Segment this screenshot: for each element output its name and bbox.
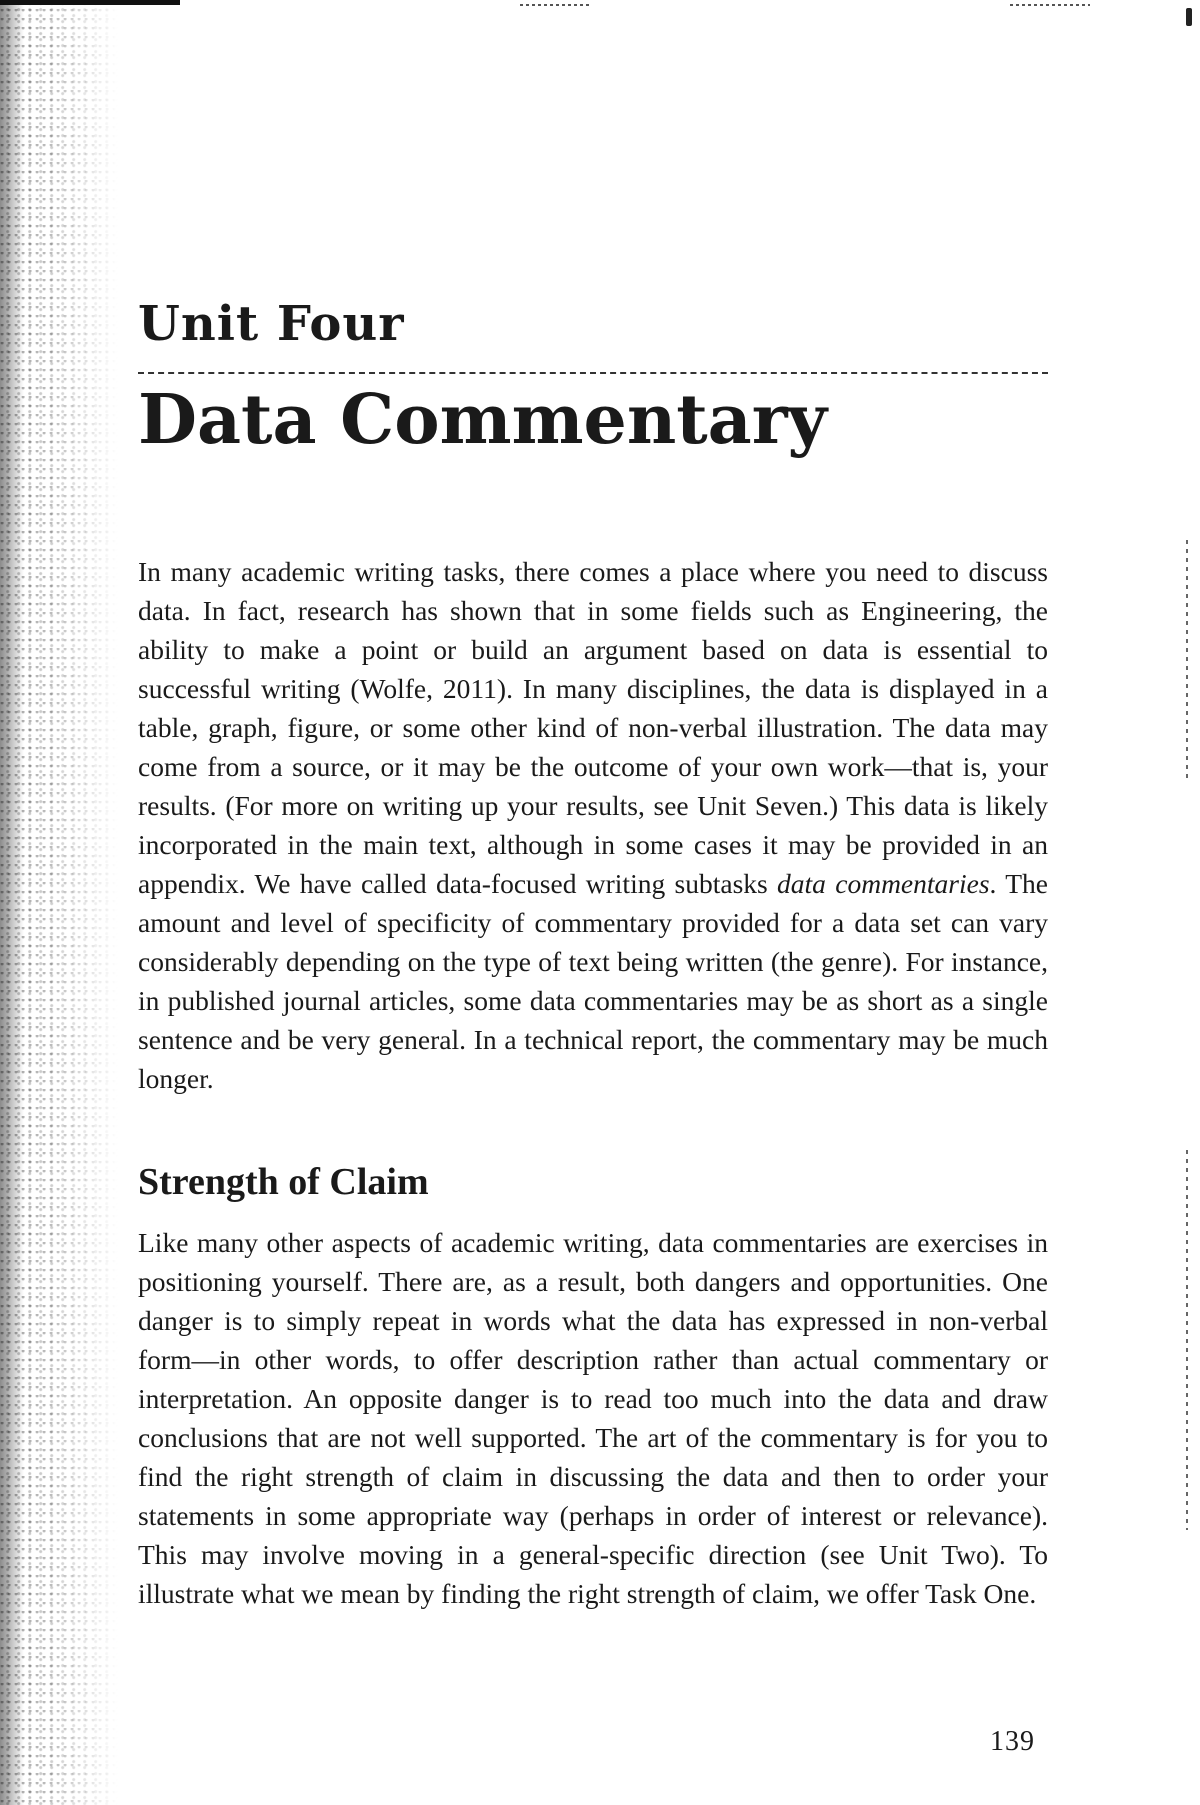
- intro-text-end: . The amount and level of specificity of commentary provided for a data set can vary considerably depending on the type of text being written (the genre). For instance, in published journal articles, some data commentaries may be as short as a single sentence and be very general. In a technical report, the commentary may be much longer.: [138, 868, 1048, 1094]
- title-rule: [138, 372, 1048, 374]
- section-heading: Strength of Claim: [138, 1161, 429, 1203]
- right-edge-speckle: [1186, 540, 1188, 780]
- section-paragraph: Like many other aspects of academic writing, data commentaries are exercises in positioning yourself. There are, as a result, both dangers and opportunities. One danger is to simply repeat in words what the data has expressed in non-verbal form—in other words, to offer description rather than actual commentary or interpretation. An opposite danger is to read too much into the data and draw conclusions that are not well supported. The art of the commentary is for you to find the right strength of claim in discussing the data and then to order your statements in some appropriate way (perhaps in order of interest or relevance). This may involve moving in a general-specific direction (see Unit Two). To illustrate what we mean by finding the right strength of claim, we offer Task One.: [138, 1227, 1048, 1609]
- page-number: 139: [990, 1726, 1035, 1757]
- top-edge-speckle: [520, 4, 590, 6]
- top-edge-speckle: [1010, 4, 1090, 6]
- intro-text-start: In many academic writing tasks, there comes a place where you need to discuss data. In fact, research has shown that in some fields such as Engineering, the ability to make a point or build an argument based on data is essential to successful writing (Wolfe, 2011). In many disciplines, the data is displayed in a table, graph, figure, or some other kind of non-verbal illustration. The data may come from a source, or it may be the outcome of your own work—that is, your results. (For more on writing up your results, see Unit Seven.) This data is likely incorporated in the main text, although in some cases it may be provided in an appendix. We have called data-focused writing subtasks: [138, 556, 1048, 899]
- unit-label: Unit Four: [138, 296, 405, 352]
- binding-edge: [0, 0, 24, 1805]
- defined-term: data commentaries: [777, 868, 990, 899]
- intro-paragraph: [138, 552, 1048, 1098]
- right-edge-speckle: [1186, 1150, 1188, 1530]
- top-edge-bar: [0, 0, 180, 5]
- corner-mark: [1186, 8, 1192, 26]
- chapter-title: Data Commentary: [138, 380, 828, 460]
